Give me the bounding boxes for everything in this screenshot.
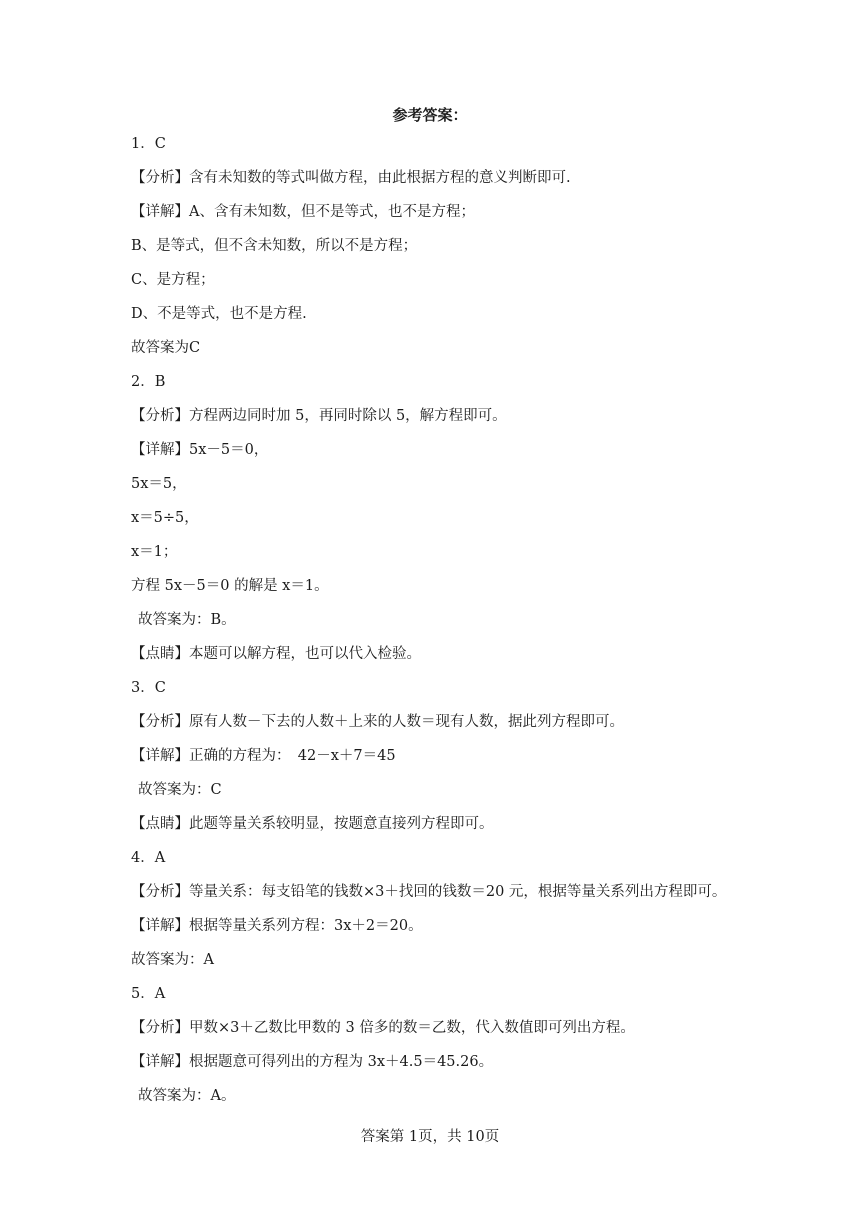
answer-2-conclusion: 故答案为：B。	[138, 612, 236, 628]
answer-5-detail: 【详解】根据题意可得列出的方程为 3x＋4.5＝45.26。	[131, 1054, 494, 1070]
answer-2-remark: 【点睛】本题可以解方程，也可以代入检验。	[131, 646, 421, 662]
answer-3-remark: 【点睛】此题等量关系较明显，按题意直接列方程即可。	[131, 816, 494, 832]
page-title: 参考答案：	[392, 106, 468, 124]
answer-2-analysis: 【分析】方程两边同时加 5，再同时除以 5，解方程即可。	[131, 408, 507, 424]
answer-1-choice: 1．C	[131, 136, 166, 152]
answer-5-choice: 5．A	[131, 986, 166, 1002]
answer-2-detail-step-4: x＝1；	[131, 544, 178, 560]
answer-3-choice: 3．C	[131, 680, 166, 696]
answer-5-conclusion: 故答案为：A。	[138, 1088, 236, 1104]
answer-4-conclusion: 故答案为：A	[131, 952, 214, 968]
answer-1-analysis: 【分析】含有未知数的等式叫做方程，由此根据方程的意义判断即可.	[131, 170, 571, 186]
answer-3-analysis: 【分析】原有人数－下去的人数＋上来的人数＝现有人数，据此列方程即可。	[131, 714, 624, 730]
answer-body	[131, 133, 771, 1119]
answer-2-detail-step-3: x＝5÷5，	[131, 510, 199, 526]
answer-2-detail-step-1: 【详解】5x－5＝0，	[131, 442, 269, 458]
answer-4-choice: 4．A	[131, 850, 166, 866]
answer-3-conclusion: 故答案为：C	[138, 782, 222, 798]
answer-1-detail-a: 【详解】A、含有未知数，但不是等式，也不是方程；	[131, 204, 475, 220]
answer-4-detail: 【详解】根据等量关系列方程：3x＋2＝20。	[131, 918, 423, 934]
answer-1-conclusion: 故答案为C	[131, 340, 201, 356]
answer-2-detail-step-2: 5x＝5，	[131, 476, 187, 492]
answer-5-analysis: 【分析】甲数×3＋乙数比甲数的 3 倍多的数＝乙数，代入数值即可列出方程。	[131, 1020, 635, 1036]
page-footer: 答案第 1页，共 10页	[360, 1129, 500, 1145]
answer-1-detail-c: C、是方程；	[131, 272, 215, 288]
answer-2-choice: 2．B	[131, 374, 166, 390]
answer-1-detail-b: B、是等式，但不含未知数，所以不是方程；	[131, 238, 418, 254]
answer-2-solution: 方程 5x－5＝0 的解是 x＝1。	[131, 578, 329, 594]
answer-3-detail: 【详解】正确的方程为： 42－x＋7＝45	[131, 748, 396, 764]
answer-4-analysis: 【分析】等量关系：每支铅笔的钱数×3＋找回的钱数＝20 元，根据等量关系列出方程即可。	[131, 884, 727, 900]
answer-1-detail-d: D、不是等式，也不是方程.	[131, 306, 307, 322]
